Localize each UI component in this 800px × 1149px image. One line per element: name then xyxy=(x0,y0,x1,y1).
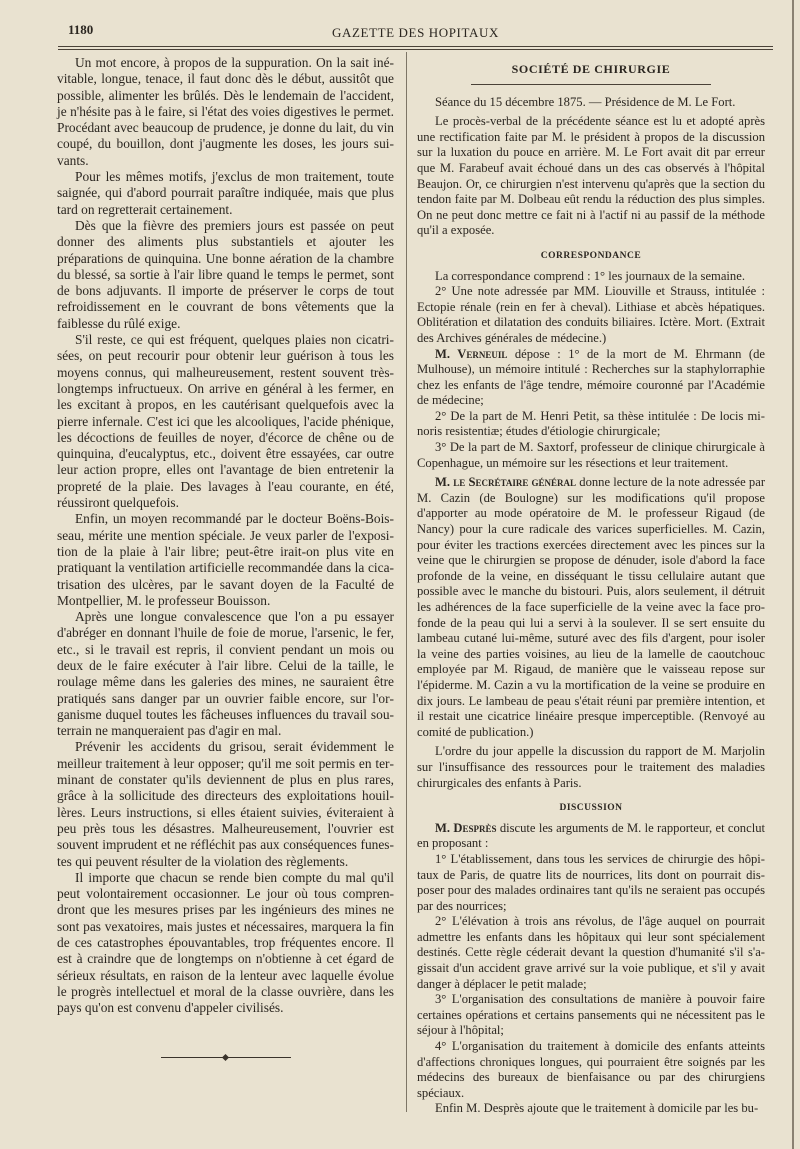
closing-paragraph: Enfin M. Desprès ajoute que le traitement à domicile par les bu- xyxy=(435,1101,759,1116)
agenda-paragraph: L'ordre du jour appelle la discussion du rapport de M. Marjolin sur l'insuffisance des ressources pour le traitement des maladies chirurgicales des enfants à Paris. xyxy=(417,744,765,790)
correspondence-item: 2° De la part de M. Henri Petit, sa thèse intitulée : De locis minoris resistentiæ; études d'étiologie chirurgicale; xyxy=(417,408,765,439)
paragraph: Prévenir les accidents du grisou, serait évidemment le meilleur traitement à leur opposer; qu'il me soit permis en terminant de constater qu'ils deviennent de plus en plus rares, grâce à la sollicitude des directeurs des exploitations houillères. Leurs instructions, si elles étaient suivies, éviteraient à peu près tous les désastres. Malheureusement, l'ouvrier est souvent imprudent et ne réfléchit pas aux conséquences funestes qui peuvent résulter de la violation des règlements. xyxy=(57,739,394,869)
left-column xyxy=(57,55,394,1058)
paragraph: S'il reste, ce qui est fréquent, quelques plaies non cicatrisées, on peut recourir pour obtenir leur guérison à tous les moyens connus, qui malheureusement, restent souvent très-longtemps infructueux. On arrive en général à les fermer, en les excitant à propos, en les cautérisant quelquefois avec la pierre infernale. C'est ici que les alcooliques, l'acide phénique, les décoctions de feuilles de noyer, d'écorce de chêne ou de quinquina, d'eucalyptus, etc., doivent être essayées, car outre leur action propre, elles ont l'avantage de bien entretenir la propreté de la plaie. Des lavages à l'eau courante, en été, réussiront quelquefois. xyxy=(57,332,394,511)
speaker-text: dépose : 1° de la mort de M. Ehrmann (de Mulhouse), un mémoire intitulé : Recherches sur la staphylorraphie chez les enfants de l'âge tendre, mémoire couronné par l'Académie de médecine; xyxy=(417,346,765,408)
speaker-text: donne lecture de la note adressée par M. Cazin (de Boulogne) sur les modifications qu'il propose d'apporter au mode opératoire de M. le professeur Rigaud (de Nancy) pour la cure radicale des varices superficielles. M. Cazin, pour éviter les tractions exercées directement avec les pinces sur la veine que le chirurgien se propose de dénuder, isole d'abord la face profonde de la veine, en disséquant le tissu cellulaire autant que possible avec le manche du bistouri. Puis, alors seulement, il détruit les adhérences de la face superficielle de la veine avec la face profonde de la peau qui lui a servi à la soulever. Il se sert ensuite du lambeau cutané lui-même, suturé avec des fils d'argent, pour isoler la veine des parties voisines, au lieu de la lamelle de caoutchouc employée par M. Rigaud, de manière que le vaisseau repose sur l'épiderme. M. Cazin a vu la mortification de la veine se produire en dix jours. Le lambeau de peau s'était réuni par première intention, et il restait une cicatrice linéaire presque imperceptible. (Renvoyé au comité de publication.) xyxy=(417,475,766,739)
correspondence-intro: La correspondance comprend : 1° les journaux de la semaine. xyxy=(435,268,745,283)
header-rule-double xyxy=(58,49,773,50)
speaker-name: M. le Secrétaire général xyxy=(435,475,577,490)
page-number: 1180 xyxy=(68,22,94,37)
paragraph: Pour les mêmes motifs, j'exclus de mon traitement, toute saignée, qui d'abord pourrait paraître indiquée, mais que plus tard on regretterait certainement. xyxy=(57,169,394,217)
end-ornament-rule xyxy=(161,1057,291,1058)
page-edge-rule xyxy=(792,0,794,1149)
column-divider xyxy=(406,52,407,1112)
ornament-diamond-icon xyxy=(221,1053,228,1060)
correspondence-item: 2° Une note adressée par MM. Liouville et Strauss, intitulée : Ectopie rénale (rein en fer à cheval). Lithiase et abcès hépatiques. Oblitération et dilatation des conduits biliaires. Ictère. Mort. (Extrait des Archives générales de médecine.) xyxy=(417,284,765,345)
page-header xyxy=(58,20,773,40)
right-column xyxy=(417,62,765,1117)
session-line: Séance du 15 décembre 1875. — Présidence de M. Le Fort. xyxy=(435,94,736,109)
title-rule xyxy=(471,84,711,85)
verneuil-paragraph xyxy=(417,347,765,409)
minutes-paragraph: Le procès-verbal de la précédente séance est lu et adopté après une rectification faite par M. le président à propos de la discussion sur la luxation du pouce en arrière. M. Le Fort avait dit par erreur que M. Farabeuf avait échoué dans un des cas observés à l'hôpital Beaujon. Or, ce chirurgien n'est intervenu qu'après que la section du tendon faite par M. Dolbeau eût rendu la réduction des plus simples. On ne peut donc mettre ce fait ni à l'actif ni au passif de la méthode qu'il a exposée. xyxy=(417,114,765,238)
society-title: SOCIÉTÉ DE CHIRURGIE xyxy=(511,62,671,76)
discussion-heading: DISCUSSION xyxy=(559,803,623,814)
paragraph: Dès que la fièvre des premiers jours est passée on peut donner des aliments plus substantiels et ajouter les préparations de quinquina. Une bonne aération de la chambre du blessé, sa sortie à l'air libre quand le temps le permet, sont de bons adjuvants. Il importe de préserver le corps de tout refroidissement en le couvrant de bons vêtements que la faiblesse du rûlé exige. xyxy=(57,217,394,331)
proposal-item: 2° L'élévation à trois ans révolus, de l'âge auquel on pourrait admettre les enfants dans les hôpitaux qui leur sont spécialement destinés. Cette règle céderait devant la question d'humanité s'il s'agissait d'un accident grave arrivé sur la voie publique, et s'il y avait danger à déplacer le petit malade; xyxy=(417,914,765,991)
speaker-name: M. Desprès xyxy=(435,820,497,835)
correspondence-item: 3° De la part de M. Saxtorf, professeur de clinique chirurgicale à Copenhague, un mémoire sur les résections et leur traitement. xyxy=(417,440,765,470)
correspondence-heading: CORRESPONDANCE xyxy=(540,250,642,261)
paragraph: Après une longue convalescence que l'on a pu essayer d'abréger en donnant l'huile de foie de morue, l'arsenic, le fer, etc., si le travail est repris, il convient pendant un mois ou deux de le faire exécuter à l'air libre. Celui de la taille, le roulage même dans les galeries des mines, ne sauraient être pratiqués sans danger par un ouvrier faible encore, sur l'organisme duquel toutes les fâcheuses influences du travail souterrain ne manqueraient pas d'agir en mal. xyxy=(57,609,394,739)
proposal-item: 4° L'organisation du traitement à domicile des enfants atteints d'affections chroniques longues, qui pourraient être soignés par les médecins des bureaux de bienfaisance ou par des chirurgiens spéciaux. xyxy=(417,1039,765,1100)
header-rule xyxy=(58,46,773,47)
secretary-paragraph xyxy=(417,475,765,740)
speaker-text: discute les arguments de M. le rapporteur, et conclut en proposant : xyxy=(417,820,765,851)
proposal-item: 1° L'établissement, dans tous les services de chirurgie des hôpitaux de Paris, de quatre lits de nourrices, lits dont on pourrait disposer pour des malades ordinaires tant qu'ils ne seraient pas occupés par des nourrices; xyxy=(417,851,765,913)
paragraph: Enfin, un moyen recommandé par le docteur Boëns-Boisseau, mérite une mention spéciale. Je veux parler de l'exposition de la plaie à l'air libre; peut-être irait-on plus vite en pratiquant la ventilation artificielle recommandée dans la cicatrisation des ulcères, par le savant doyen de la Faculté de Montpellier, M. le professeur Bouisson. xyxy=(57,511,394,608)
running-title: GAZETTE DES HOPITAUX xyxy=(332,25,499,40)
paragraph: Un mot encore, à propos de la suppuration. On la sait inévitable, longue, tenace, il faut donc dès le début, aussitôt que possible, alimenter les brûlés. Dès le lendemain de l'accident, je n'hésite pas à le faire, si l'état des voies digestives le permet. Procédant avec beaucoup de prudence, je donne du lait, du vin coupé, du bouillon, dont j'augmente les doses, les jours suivants. xyxy=(57,55,394,168)
proposal-item: 3° L'organisation des consultations de manière à pouvoir faire certaines opérations et certains pansements qui ne nécessitent pas le séjour à l'hôpital; xyxy=(417,992,765,1038)
speaker-name: M. Verneuil xyxy=(435,346,508,361)
paragraph: Il importe que chacun se rende bien compte du mal qu'il peut volontairement occasionner. Le jour où tous comprendront que les mesures prises par les ingénieurs des mines ne sont pas vexatoires, mais justes et nécessaires, marquera la fin de ces catastrophes épouvantables, trop fréquentes encore. Il est à craindre que de longtemps on n'obtienne à cet égard de sérieux résultats, en raison de la lenteur avec laquelle évolue le progrès intellectuel et moral de la classe ouvrière, dans les pays qu'on est convenu d'appeler civilisés. xyxy=(57,869,394,1016)
despres-paragraph xyxy=(417,821,765,852)
